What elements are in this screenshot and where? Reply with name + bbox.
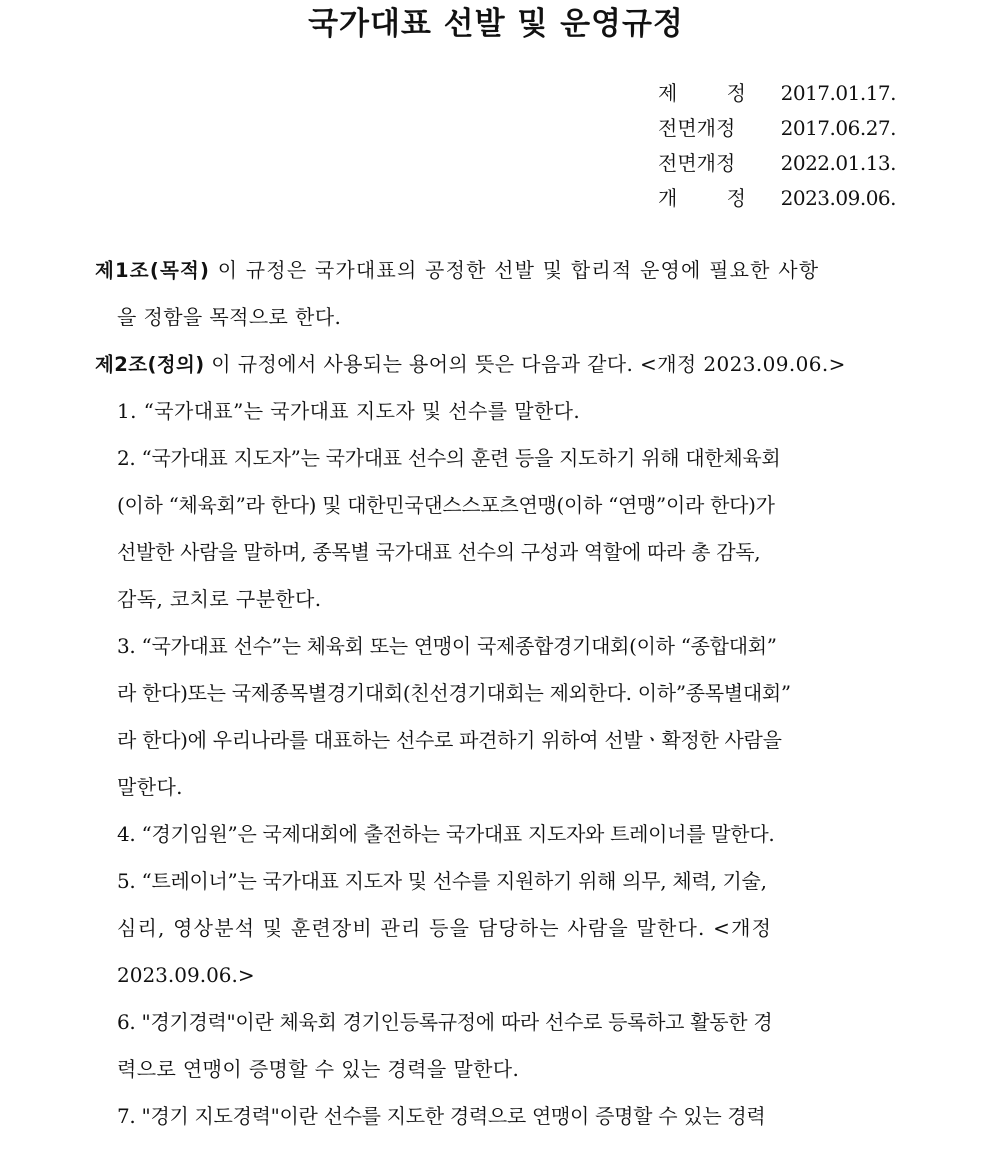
- item-line: 4. “경기임원”은 국제대회에 출전하는 국가대표 지도자와 트레이너를 말한다.: [117, 822, 775, 846]
- item-line: 7. "경기 지도경력"이란 선수를 지도한 경력으로 연맹이 증명할 수 있는 경력: [117, 1104, 766, 1128]
- item-line: (이하 “체육회”라 한다) 및 대한민국댄스스포츠연맹(이하 “연맹”이라 한다)가: [117, 493, 775, 517]
- item-line: 3. “국가대표 선수”는 체육회 또는 연맹이 국제종합경기대회(이하 “종합대회”: [117, 634, 777, 658]
- item-line: 라 한다)에 우리나라를 대표하는 선수로 파견하기 위하여 선발ㆍ확정한 사람을: [117, 728, 782, 752]
- definition-item-4: [95, 811, 897, 858]
- revision-date: 2017.01.17.: [780, 81, 896, 105]
- revision-label-char: 제: [658, 81, 678, 105]
- revision-row-enacted: [652, 76, 902, 111]
- revision-label: [658, 76, 746, 111]
- article-heading: 제1조(목적): [95, 259, 211, 282]
- revision-history: [652, 76, 902, 216]
- article-line: [95, 341, 897, 388]
- item-line: 5. “트레이너”는 국가대표 지도자 및 선수를 지원하기 위해 의무, 체력, 기술,: [117, 869, 767, 893]
- article-2: [95, 341, 897, 388]
- article-text: 이 규정은 국가대표의 공정한 선발 및 합리적 운영에 필요한 사항: [210, 258, 820, 282]
- article-line: 을 정함을 목적으로 한다.: [117, 305, 342, 329]
- item-line: 말한다.: [117, 775, 183, 799]
- revision-label-char: 정: [726, 81, 746, 105]
- definition-item-1: [95, 388, 897, 435]
- definition-item-6: [95, 999, 897, 1093]
- revision-date: 2023.09.06.: [780, 186, 896, 210]
- item-line: 2023.09.06.>: [117, 963, 255, 987]
- revision-label: [658, 181, 746, 216]
- item-line: 1. “국가대표”는 국가대표 지도자 및 선수를 말한다.: [117, 399, 581, 423]
- definition-item-5: [95, 858, 897, 999]
- item-line: 라 한다)또는 국제종목별경기대회(친선경기대회는 제외한다. 이하”종목별대회”: [117, 681, 791, 705]
- revision-date: 2022.01.13.: [780, 151, 896, 175]
- item-line: 선발한 사람을 말하며, 종목별 국가대표 선수의 구성과 역할에 따라 총 감독,: [117, 540, 761, 564]
- item-line: 심리, 영상분석 및 훈련장비 관리 등을 담당하는 사람을 말한다. <개정: [117, 916, 773, 940]
- revision-date: 2017.06.27.: [780, 116, 896, 140]
- item-line: 감독, 코치로 구분한다.: [117, 587, 322, 611]
- regulation-body: [95, 247, 897, 1140]
- article-text: 이 규정에서 사용되는 용어의 뜻은 다음과 같다. <개정 2023.09.06.>: [204, 352, 846, 376]
- revision-row-full-amend-1: [652, 111, 902, 146]
- definition-item-2: [95, 435, 897, 623]
- item-line: 6. "경기경력"이란 체육회 경기인등록규정에 따라 선수로 등록하고 활동한 경: [117, 1010, 773, 1034]
- revision-label: 전면개정: [658, 116, 736, 140]
- article-line: [95, 247, 897, 294]
- definition-item-7: [95, 1093, 897, 1140]
- item-line: 력으로 연맹이 증명할 수 있는 경력을 말한다.: [117, 1057, 520, 1081]
- revision-row-full-amend-2: [652, 146, 902, 181]
- article-heading: 제2조(정의): [95, 353, 205, 376]
- article-1: [95, 247, 897, 341]
- item-line: 2. “국가대표 지도자”는 국가대표 선수의 훈련 등을 지도하기 위해 대한체육회: [117, 446, 781, 470]
- document-title: 국가대표 선발 및 운영규정: [308, 6, 684, 42]
- revision-row-amend: [652, 181, 902, 216]
- revision-label: 전면개정: [658, 151, 736, 175]
- revision-label-char: 개: [658, 186, 678, 210]
- definition-item-3: [95, 623, 897, 811]
- revision-label-char: 정: [726, 186, 746, 210]
